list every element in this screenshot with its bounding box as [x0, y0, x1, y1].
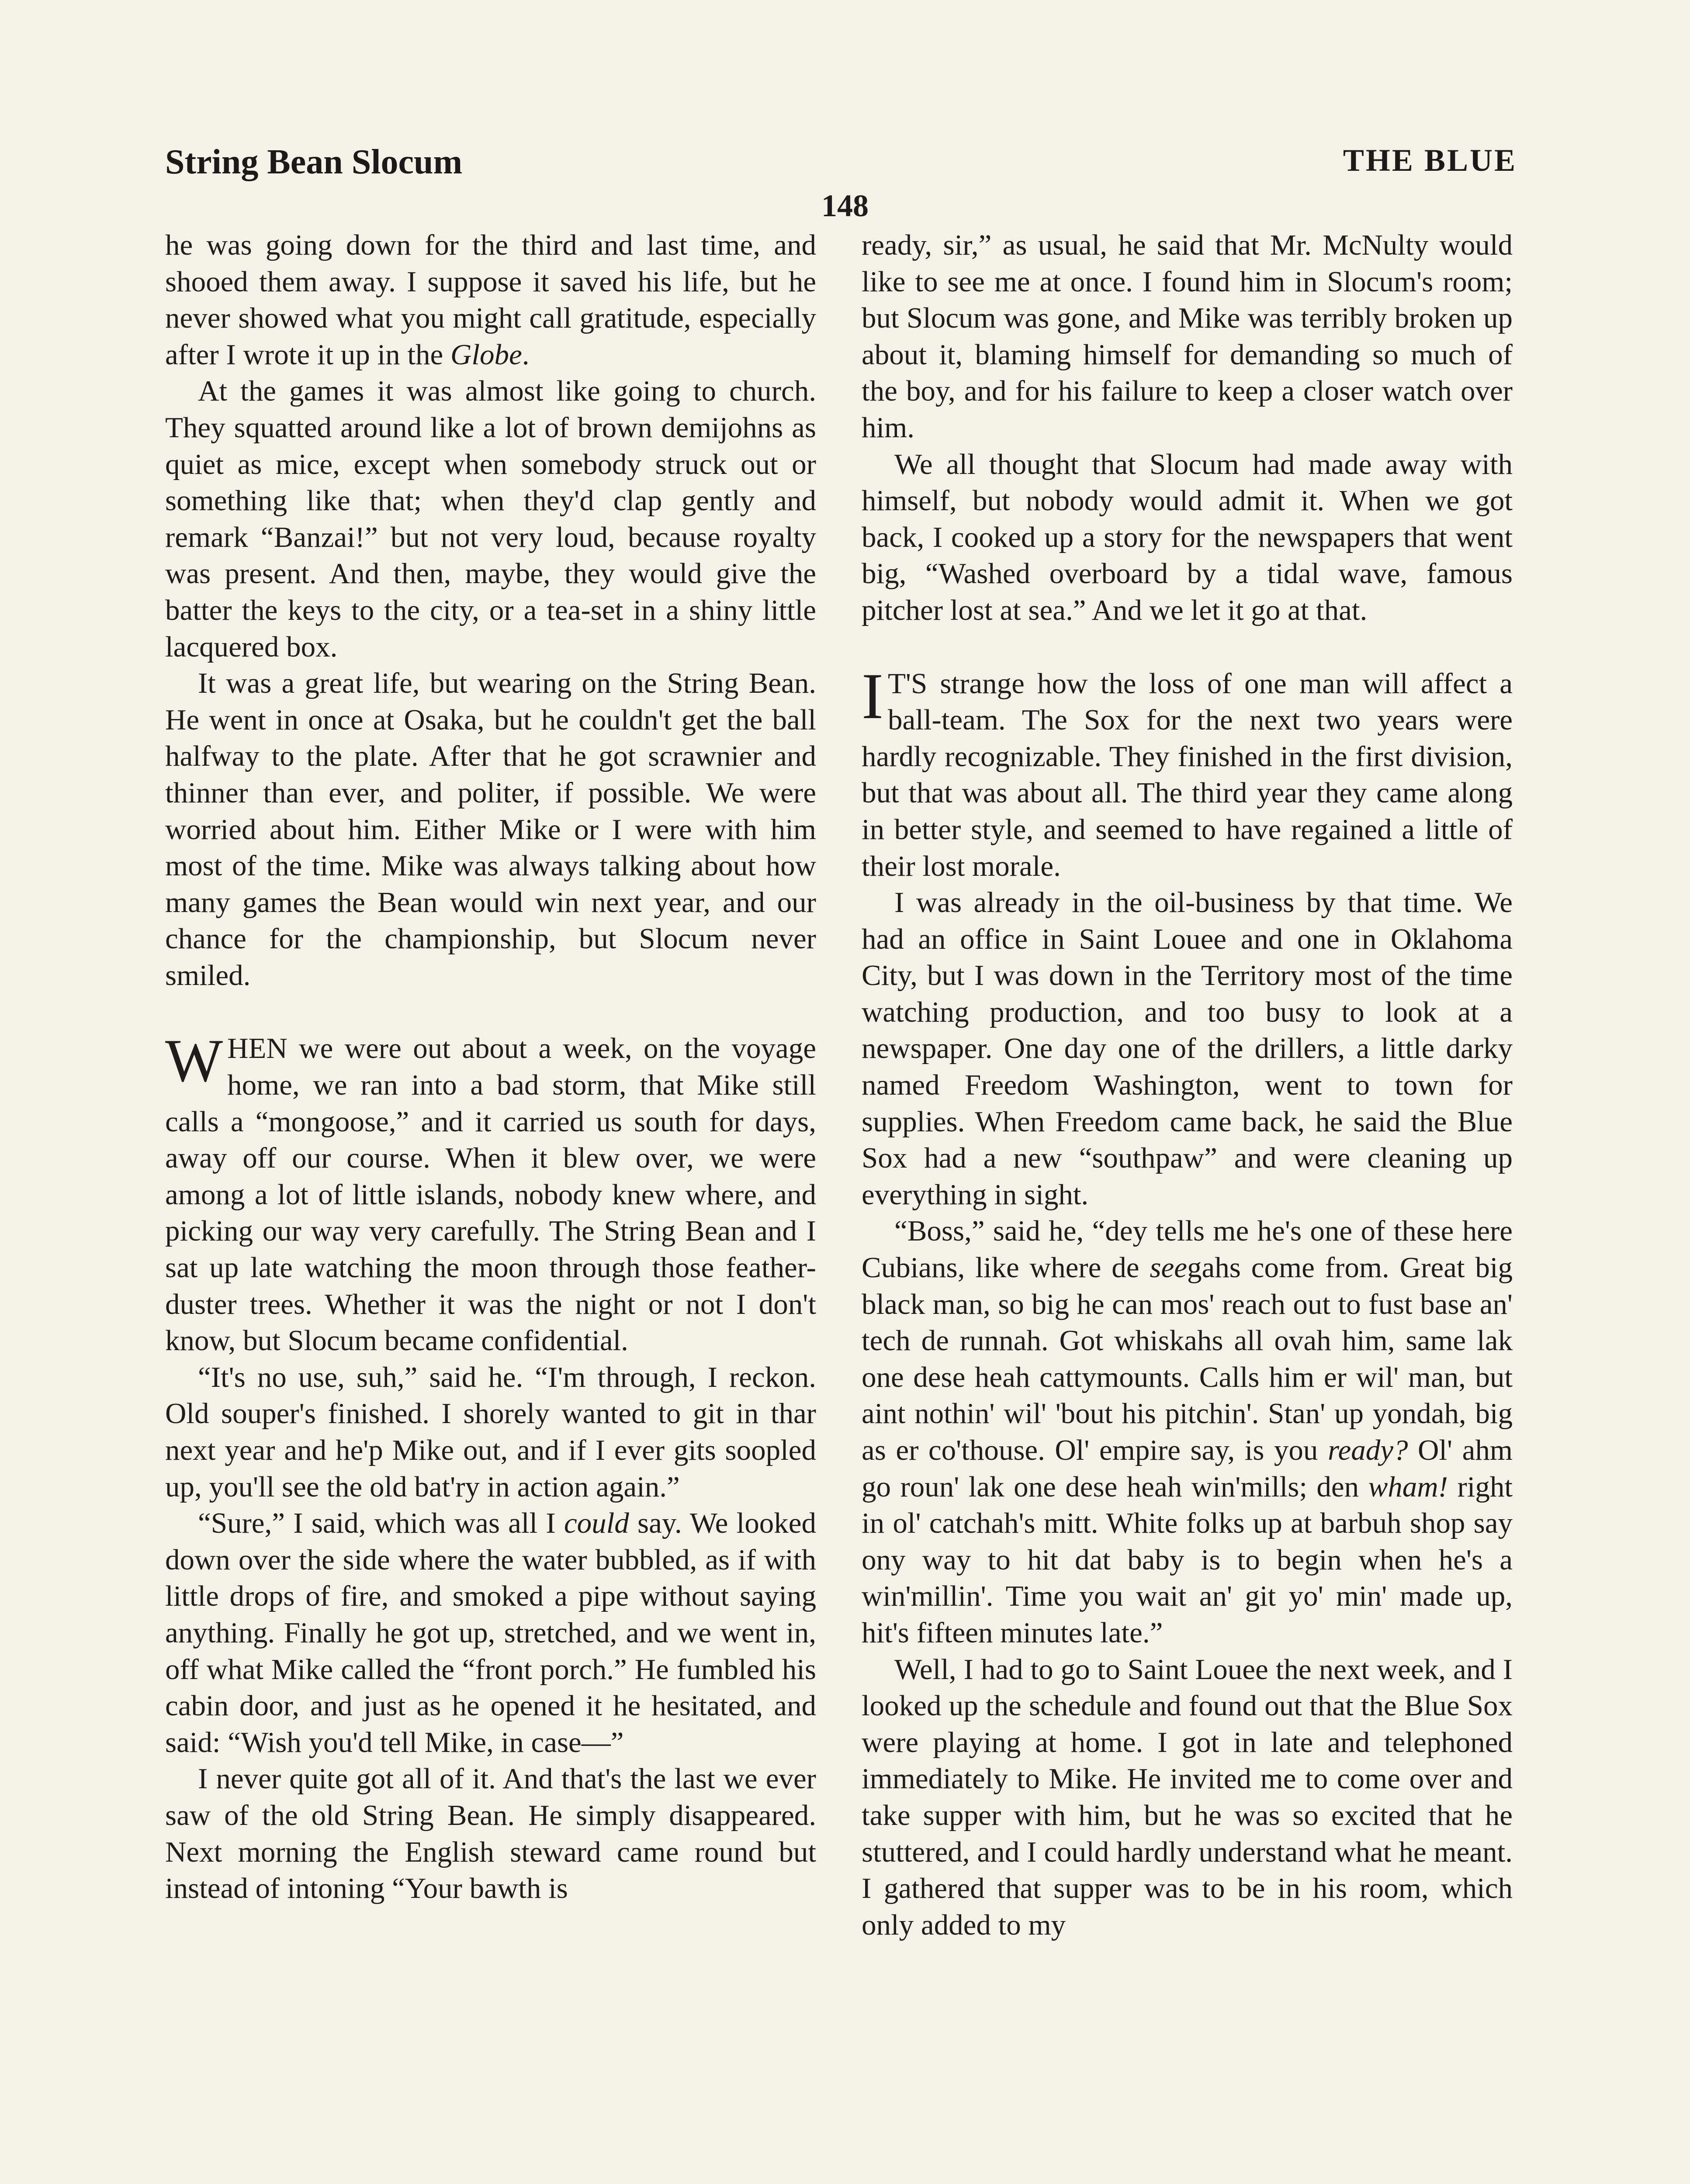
paragraph: “Boss,” said he, “dey tells me he's one of these here Cubians, like where de seegahs come from. Great big black man, so big he can mos' reach out to fust base an' tech de runnah. Got whiskahs all ovah him, same lak one dese heah cattymounts. Calls him er wil' man, but aint nothin' wil' 'bout his pitchin'. Stan' up yondah, big as er co'thouse. Ol' empire say, is you ready? Ol' ahm go roun' lak one dese heah win'mills; den wham! right in ol' catchah's mitt. White folks up at barbuh shop say ony way to hit dat baby is to begin when he's a win'millin'. Time you wait an' git yo' min' made up, hit's fifteen minutes late.”: [862, 1215, 1513, 1649]
paragraph: “It's no use, suh,” said he. “I'm through, I reckon. Old souper's finished. I shorely wanted to git in thar next year and he'p Mike out, and if I ever gits soopled up, you'll see the old bat'ry in action again.”: [165, 1361, 816, 1503]
page-number: 148: [821, 188, 869, 223]
paragraph-with-drop-cap: I T'S strange how the loss of one man will affect a ball-team. The Sox for the next two years were hardly recognizable. They finished in the first division, but that was about all. The third year they came along in better style, and seemed to have regained a little of their lost morale.: [862, 660, 1513, 882]
paragraph: I was already in the oil-business by that time. We had an office in Saint Louee and one in Oklahoma City, but I was down in the Territory most of the time watching production, and too busy to look at a newspaper. One day one of the drillers, a little darky named Freedom Washington, went to town for supplies. When Freedom came back, he said the Blue Sox had a new “southpaw” and were cleaning up everything in sight.: [862, 886, 1513, 1211]
paragraph: At the games it was almost like going to church. They squatted around like a lot of brown demijohns as quiet as mice, except when somebody struck out or something like that; when they'd clap gently and remark “Banzai!” but not very loud, because royalty was present. And then, maybe, they would give the batter the keys to the city, or a tea-set in a shiny little lacquered box.: [165, 375, 816, 663]
paragraph: “Sure,” I said, which was all I could say. We looked down over the side where the water bubbled, as if with little drops of fire, and smoked a pipe without saying anything. Finally he got up, stretched, and we went in, off what Mike called the “front porch.” He fumbled his cabin door, and just as he opened it he hesitated, and said: “Wish you'd tell Mike, in case—”: [165, 1507, 816, 1759]
running-title-right: THE BLUE: [1343, 143, 1517, 178]
paragraph: Well, I had to go to Saint Louee the next week, and I looked up the schedule and found out that the Blue Sox were playing at home. I got in late and telephoned immediately to Mike. He invited me to come over and take supper with him, but he was so excited that he stuttered, and I could hardly understand what he meant. I gathered that supper was to be in his room, which only added to my: [862, 1653, 1513, 1941]
drop-cap: W: [165, 1027, 223, 1095]
right-column: [862, 227, 1513, 1943]
paragraph: ready, sir,” as usual, he said that Mr. McNulty would like to see me at once. I found him in Slocum's room; but Slocum was gone, and Mike was terribly broken up about it, blaming himself for demanding so much of the boy, and for his failure to keep a closer watch over him.: [862, 229, 1513, 444]
paragraph: It was a great life, but wearing on the String Bean. He went in once at Osaka, but he couldn't get the ball halfway to the plate. After that he got scrawnier and thinner than ever, and politer, if possible. We were worried about him. Either Mike or I were with him most of the time. Mike was always talking about how many games the Bean would win next year, and our chance for the championship, but Slocum never smiled.: [165, 667, 816, 992]
paragraph: I never quite got all of it. And that's the last we ever saw of the old String Bean. He simply disappeared. Next morning the English steward came round but instead of intoning “Your bawth is: [165, 1762, 816, 1905]
paragraph-with-drop-cap: WHEN we were out about a week, on the voyage home, we ran into a bad storm, that Mike still calls a “mongoose,” and it carried us south for days, away off our course. When it blew over, we were among a lot of little islands, nobody knew where, and picking our way very carefully. The String Bean and I sat up late watching the moon through those feather-duster trees. Whether it was the night or not I don't know, but Slocum became confidential.: [165, 1027, 816, 1357]
paragraph: he was going down for the third and last time, and shooed them away. I suppose it saved his life, but he never showed what you might call gratitude, especially after I wrote it up in the Globe.: [165, 229, 816, 371]
running-title-left: String Bean Slocum: [165, 143, 463, 181]
paragraph: We all thought that Slocum had made away with himself, but nobody would admit it. When we got back, I cooked up a story for the newspapers that went big, “Washed overboard by a tidal wave, famous pitcher lost at sea.” And we let it go at that.: [862, 448, 1513, 626]
drop-cap: I: [862, 660, 883, 733]
left-column: [165, 227, 816, 1907]
